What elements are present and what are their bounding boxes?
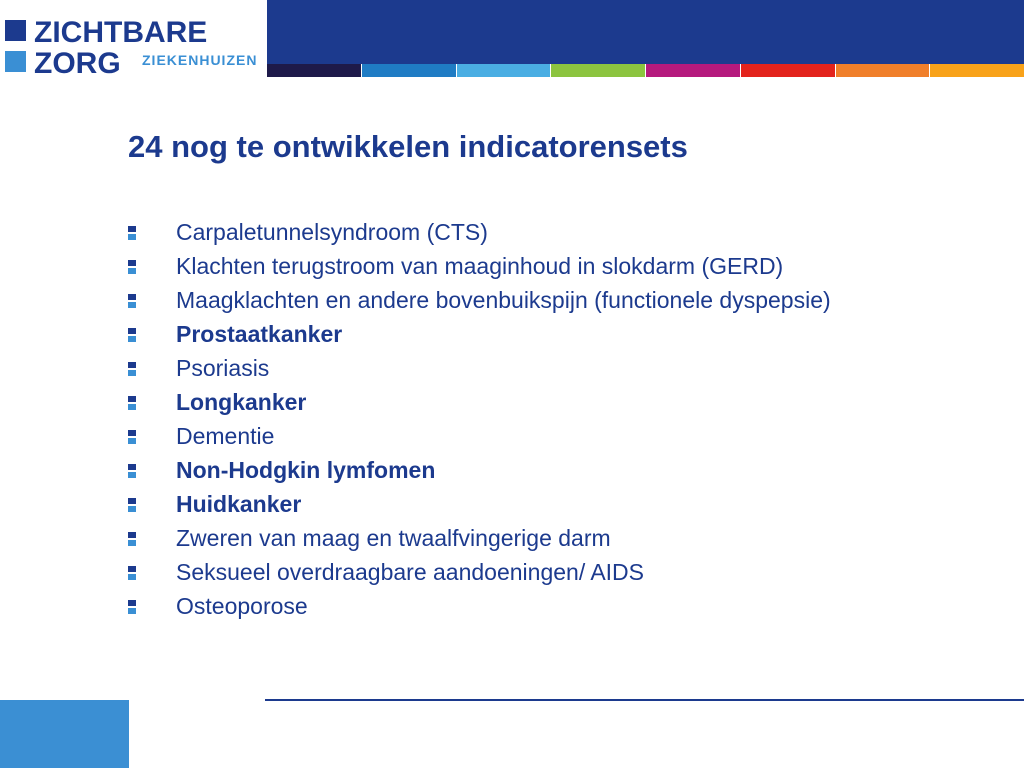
list-item bbox=[128, 287, 888, 313]
logo-word-zorg: ZORG bbox=[34, 47, 121, 80]
logo-subtitle-ziekenhuizen: ZIEKENHUIZEN bbox=[142, 52, 258, 68]
bullet-icon bbox=[128, 464, 136, 478]
color-strip-segment bbox=[741, 64, 835, 77]
header-bar bbox=[267, 0, 1024, 64]
list-item-label: Carpaletunnelsyndroom (CTS) bbox=[176, 219, 488, 245]
bullet-icon bbox=[128, 294, 136, 308]
logo-square-light bbox=[5, 51, 26, 72]
logo-word-zichtbare: ZICHTBARE bbox=[34, 16, 208, 49]
list-item bbox=[128, 491, 888, 517]
color-strip-segment bbox=[646, 64, 740, 77]
list-item-label: Huidkanker bbox=[176, 491, 302, 517]
footer-square bbox=[0, 700, 129, 768]
list-item bbox=[128, 389, 888, 415]
bullet-icon bbox=[128, 226, 136, 240]
list-item-label: Dementie bbox=[176, 423, 275, 449]
bullet-icon bbox=[128, 532, 136, 546]
list-item bbox=[128, 593, 888, 619]
color-strip-segment bbox=[551, 64, 645, 77]
bullet-icon bbox=[128, 600, 136, 614]
color-strip-segment bbox=[930, 64, 1024, 77]
list-item-label: Maagklachten en andere bovenbuikspijn (functionele dyspepsie) bbox=[176, 287, 831, 313]
bullet-icon bbox=[128, 566, 136, 580]
bullet-icon bbox=[128, 430, 136, 444]
indicator-set-list bbox=[128, 219, 888, 627]
list-item-label: Prostaatkanker bbox=[176, 321, 343, 347]
color-strip-segment bbox=[457, 64, 551, 77]
list-item bbox=[128, 253, 888, 279]
color-strip-segment bbox=[362, 64, 456, 77]
list-item-label: Non-Hodgkin lymfomen bbox=[176, 457, 436, 483]
logo-square-dark bbox=[5, 20, 26, 41]
bullet-icon bbox=[128, 362, 136, 376]
list-item bbox=[128, 525, 888, 551]
list-item bbox=[128, 321, 888, 347]
list-item-label: Zweren van maag en twaalfvingerige darm bbox=[176, 525, 611, 551]
footer-divider-line bbox=[265, 699, 1024, 701]
list-item-label: Klachten terugstroom van maaginhoud in slokdarm (GERD) bbox=[176, 253, 784, 279]
bullet-icon bbox=[128, 498, 136, 512]
slide-title: 24 nog te ontwikkelen indicatorensets bbox=[128, 129, 688, 164]
header-color-strip bbox=[267, 64, 1024, 77]
zichtbare-zorg-logo bbox=[5, 18, 265, 80]
list-item-label: Longkanker bbox=[176, 389, 307, 415]
list-item-label: Osteoporose bbox=[176, 593, 308, 619]
list-item bbox=[128, 219, 888, 245]
color-strip-segment bbox=[267, 64, 361, 77]
bullet-icon bbox=[128, 260, 136, 274]
bullet-icon bbox=[128, 396, 136, 410]
list-item-label: Psoriasis bbox=[176, 355, 270, 381]
list-item bbox=[128, 355, 888, 381]
list-item-label: Seksueel overdraagbare aandoeningen/ AIDS bbox=[176, 559, 645, 585]
list-item bbox=[128, 457, 888, 483]
list-item bbox=[128, 423, 888, 449]
list-item bbox=[128, 559, 888, 585]
bullet-icon bbox=[128, 328, 136, 342]
color-strip-segment bbox=[836, 64, 930, 77]
